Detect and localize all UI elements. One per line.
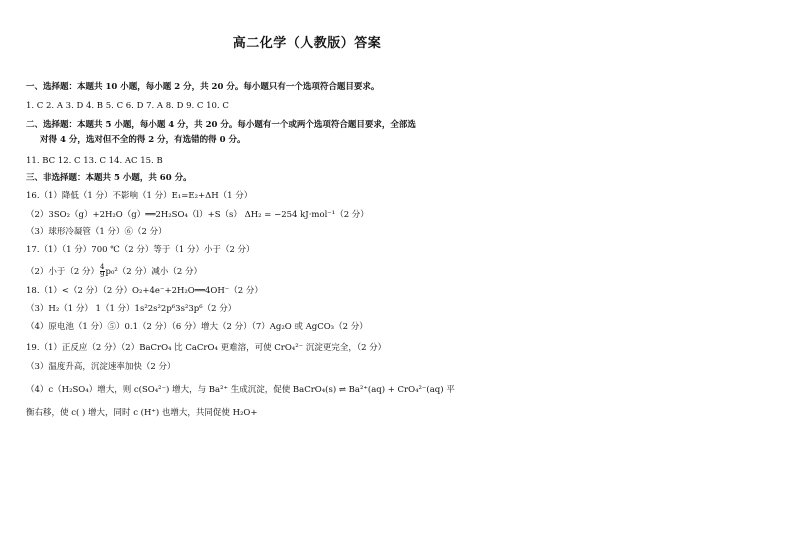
- question-17-line-2: [26, 264, 202, 279]
- question-18-line-1: 18.（1）<（2 分）（2 分）O₂+4e⁻+2H₂O══4OH⁻（2 分）: [26, 286, 263, 296]
- question-17-part-2b: p₀²（2 分）减小（2 分）: [105, 267, 202, 277]
- question-17-part-2a: （2）小于（2 分）: [26, 267, 100, 277]
- question-19-line-3: （4）c（H₂SO₄）增大，则 c(SO₄²⁻) 增大，与 Ba²⁺ 生成沉淀，促使 BaCrO₄(s) ⇌ Ba²⁺(aq) + CrO₄²⁻(aq) 平: [26, 385, 455, 395]
- question-16-line-3: （3）球形冷凝管（1 分）⑥（2 分）: [26, 227, 167, 237]
- question-19-line-1: 19.（1）正反应（2 分）（2）BaCrO₄ 比 CaCrO₄ 更难溶，可使 CrO₄²⁻ 沉淀更完全，（2 分）: [26, 343, 387, 353]
- fraction-four-ninths: [100, 264, 104, 279]
- section-1-header: 一、选择题：本题共 10 小题，每小题 2 分，共 20 分。每小题只有一个选项符合题目要求。: [26, 82, 380, 92]
- section-2-header-line-2: 对得 4 分，选对但不全的得 2 分，有选错的得 0 分。: [40, 135, 246, 145]
- fraction-numerator: 4: [100, 263, 105, 271]
- question-19-line-2: （3）温度升高，沉淀速率加快（2 分）: [26, 362, 176, 372]
- question-17-line-1: 17.（1）（1 分）700 ℃（2 分）等于（1 分）小于（2 分）: [26, 245, 255, 255]
- question-16-line-1: 16.（1）降低（1 分）不影响（1 分）E₁=E₂+ΔH（1 分）: [26, 191, 253, 201]
- question-19-line-4: 衡右移，使 c( ) 增大，同时 c (H⁺) 也增大，共同促使 H₂O+: [26, 408, 258, 418]
- section-3-header: 三、非选择题：本题共 5 小题，共 60 分。: [26, 173, 192, 183]
- fraction-denominator: 9: [100, 271, 105, 279]
- question-16-line-2: （2）3SO₂（g）+2H₂O（g）══2H₂SO₄（l）+S（s） ΔH₂ = −254 kJ·mol⁻¹（2 分）: [26, 210, 369, 220]
- section-2-header-line-1: 二、选择题：本题共 5 小题，每小题 4 分，共 20 分。每小题有一个或两个选项符合题目要求，全部选: [26, 120, 416, 130]
- question-18-line-2: （3）H₂（1 分） 1（1 分）1s²2s²2p⁶3s²3p⁶（2 分）: [26, 304, 237, 314]
- page-title: 高二化学（人教版）答案: [232, 36, 382, 51]
- question-18-line-3: （4）原电池（1 分）⑤）0.1（2 分）（6 分）增大（2 分）（7）Ag₂O 或 AgCO₃（2 分）: [26, 322, 368, 332]
- section-1-answers: 1. C 2. A 3. D 4. B 5. C 6. D 7. A 8. D 9. C 10. C: [26, 101, 229, 111]
- section-2-answers: 11. BC 12. C 13. C 14. AC 15. B: [26, 156, 163, 166]
